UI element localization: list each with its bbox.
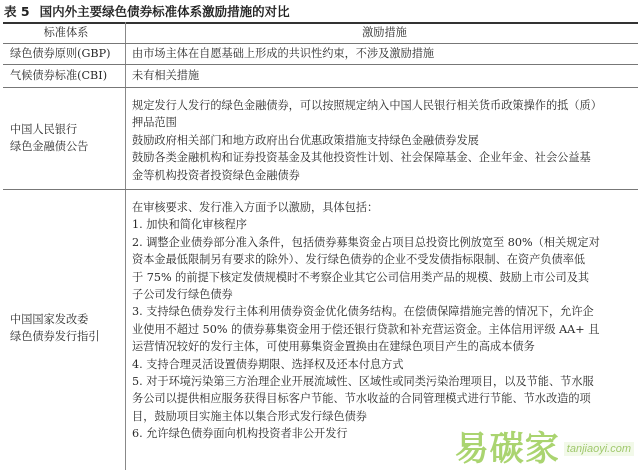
row-standard-pboc: 中国人民银行 绿色金融债公告 xyxy=(10,123,89,154)
watermark-logo-text: 易碳家 xyxy=(454,429,560,469)
watermark xyxy=(394,429,634,469)
table-title: 国内外主要绿色债券标准体系激励措施的对比 xyxy=(39,4,290,19)
row-standard-cbi: 气候债券标准(CBI) xyxy=(10,69,108,82)
row-rule xyxy=(3,64,638,65)
column-divider xyxy=(125,22,126,470)
header-rule xyxy=(3,43,638,44)
table-caption xyxy=(4,3,290,21)
row-measures-ndrc: 在审核要求、发行准入方面予以激励，具体包括： 1. 加快和简化审核程序 2. 调整企业债券部分准入条件，包括债券募集资金占项目总投资比例放宽至 80%（相关规定对 资本金最低限制另有要求的除外）、发行绿色债券的企业不受发债指标限制、在资产负债率低 于 75% 的前提下核定发债规模时不考察企业其它公司信用类产品的规模、鼓励上市公司及其 子公司发行绿色债券 3. 支持绿色债券发行主体利用债券资金优化债务结构。在偿债保障措施完善的情况下，允许企 业使用不超过 50% 的债券募集资金用于偿还银行贷款和补充营运资金。主体信用评级 AA+ 且 运营情况较好的发行主体，可使用募集资金置换由在建绿色项目产生的高成本债务 4. 支持合理灵活设置债券期限、选择权及还本付息方式 5. 对于环境污染第三方治理企业开展流域性、区域性或同类污染治理项目，以及节能、节水服 务公司以提供相应服务获得目标客户节能、节水收益的合同管理模式进行节能、节水改造的项 目，鼓励项目实施主体以集合形式发行绿色债券 6. 允许绿色债券面向机构投资者非公开发行 xyxy=(132,201,600,441)
header-measures: 激励措施 xyxy=(362,26,407,39)
row-measures-gbp: 由市场主体在自愿基础上形成的共识性约束，不涉及激励措施 xyxy=(132,47,435,60)
row-standard-ndrc: 中国国家发改委 绿色债券发行指引 xyxy=(10,313,100,344)
row-standard-gbp: 绿色债券原则(GBP) xyxy=(10,47,111,60)
header-standard: 标准体系 xyxy=(43,26,89,39)
row-rule xyxy=(3,189,638,190)
table-number: 表 5 xyxy=(4,4,30,19)
watermark-url: tanjiaoyi.com xyxy=(564,442,634,456)
row-measures-pboc: 规定发行人发行的绿色金融债券，可以按照规定纳入中国人民银行相关货币政策操作的抵（质） 押品范围 鼓励政府相关部门和地方政府出台优惠政策措施支持绿色金融债券发展 鼓励各类金融机构和证券投资基金及其他投资性计划、社会保障基金、企业年金、社会公益基 金等机构投资者投资绿色金融债券 xyxy=(132,99,602,182)
row-rule xyxy=(3,87,638,88)
row-measures-cbi: 未有相关措施 xyxy=(132,69,200,82)
